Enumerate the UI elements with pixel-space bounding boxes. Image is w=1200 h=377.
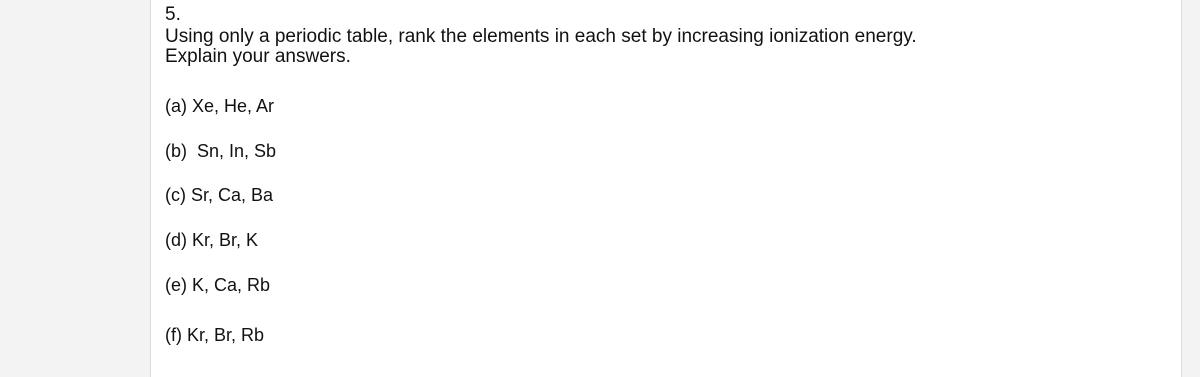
question-stem: [165, 27, 917, 67]
question-part-d: (d) Kr, Br, K: [165, 230, 259, 250]
question-part-e: (e) K, Ca, Rb: [165, 275, 271, 295]
question-stem-line-2: Explain your answers.: [165, 46, 351, 67]
question-part-c: (c) Sr, Ca, Ba: [165, 185, 274, 205]
question-part-f: (f) Kr, Br, Rb: [165, 325, 265, 345]
question-part-b: (b) Sn, In, Sb: [165, 141, 277, 161]
question-block: [165, 4, 917, 345]
question-part-a: (a) Xe, He, Ar: [165, 96, 275, 116]
document-page: [150, 0, 1182, 377]
question-number: 5.: [165, 4, 181, 25]
question-stem-line-1: Using only a periodic table, rank the elements in each set by increasing ionization energy.: [165, 26, 917, 47]
